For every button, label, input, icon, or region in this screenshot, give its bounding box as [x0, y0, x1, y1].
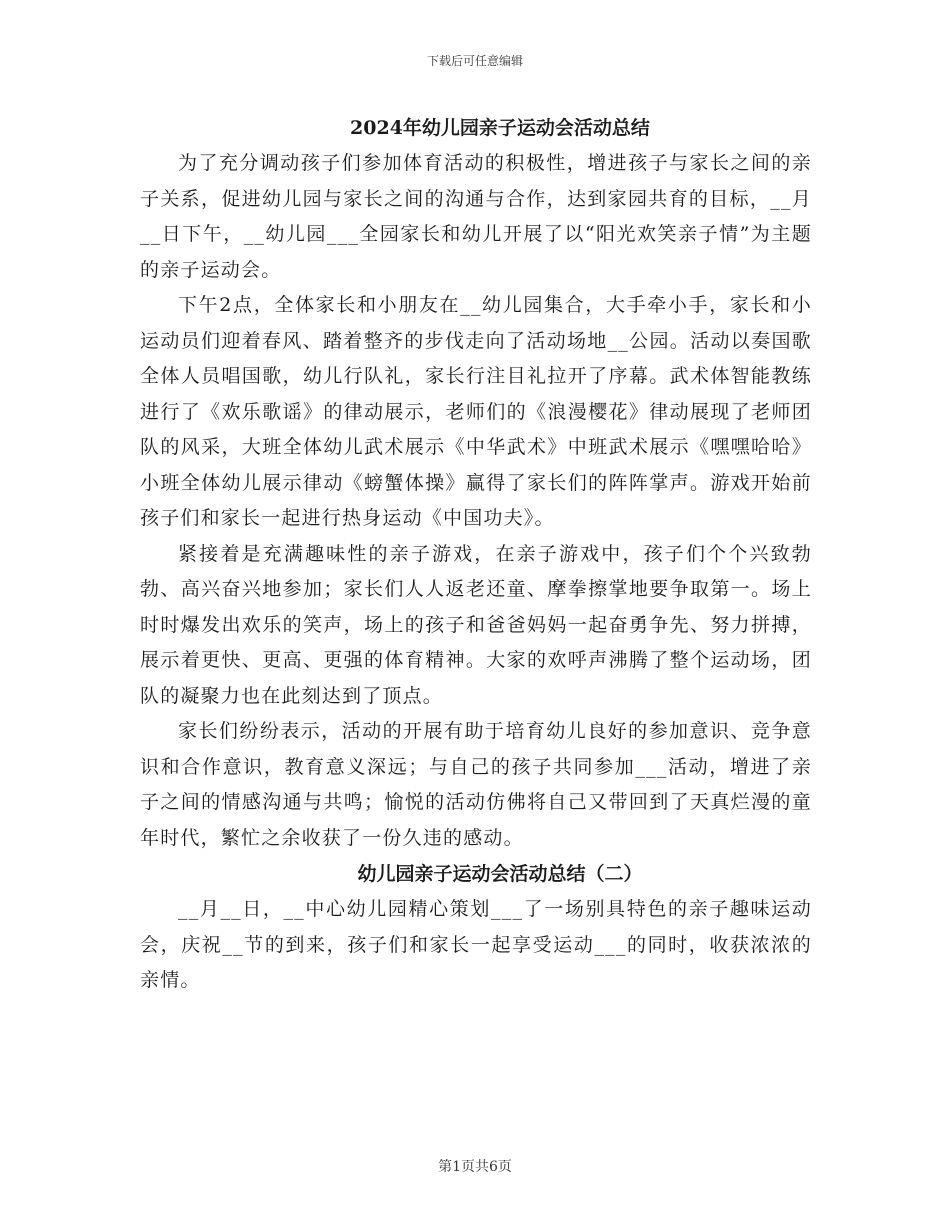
page-footer-page-number: 第1页共6页: [438, 1159, 512, 1175]
paragraph-parent-feedback: 家长们纷纷表示，活动的开展有助于培育幼儿良好的参加意识、竞争意识和合作意识，教育意义深远；与自己的孩子共同参加___活动，增进了亲子之间的情感沟通与共鸣；愉悦的活动仿佛将自己又带回到了天真烂漫的童年时代，繁忙之余收获了一份久违的感动。: [140, 720, 812, 849]
document-title: 2024年幼儿园亲子运动会活动总结: [350, 117, 650, 139]
paragraph-opening-ceremony: 下午2点，全体家长和小朋友在__幼儿园集合，大手牵小手，家长和小运动员们迎着春风、踏着整齐的步伐走向了活动场地__公园。活动以奏国歌全体人员唱国歌，幼儿行队礼，家长行注目礼拉开了序幕。武术体智能教练进行了《欢乐歌谣》的律动展示，老师们的《浪漫樱花》律动展现了老师团队的风采，大班全体幼儿武术展示《中华武术》中班武术展示《嘿嘿哈哈》小班全体幼儿展示律动《螃蟹体操》赢得了家长们的阵阵掌声。游戏开始前孩子们和家长一起进行热身运动《中国功夫》。: [140, 294, 812, 529]
section-2-title: 幼儿园亲子运动会活动总结（二）: [357, 863, 643, 885]
paragraph-games: 紧接着是充满趣味性的亲子游戏，在亲子游戏中，孩子们个个兴致勃勃、高兴奋兴地参加；家长们人人返老还童、摩拳擦掌地要争取第一。场上时时爆发出欢乐的笑声，场上的孩子和爸爸妈妈一起奋勇争先、努力拼搏，展示着更快、更高、更强的体育精神。大家的欢呼声沸腾了整个运动场，团队的凝聚力也在此刻达到了顶点。: [140, 542, 812, 707]
paragraph-intro: 为了充分调动孩子们参加体育活动的积极性，增进孩子与家长之间的亲子关系，促进幼儿园与家长之间的沟通与合作，达到家园共育的目标，__月__日下午，__幼儿园___全园家长和幼儿开展了以“阳光欢笑亲子情”为主题的亲子运动会。: [140, 152, 812, 281]
document-body: [140, 110, 812, 999]
page-header-note: 下载后可任意编辑: [426, 54, 523, 68]
section-2-paragraph: __月__日，__中心幼儿园精心策划___了一场别具特色的亲子趣味运动会，庆祝__节的到来，孩子们和家长一起享受运动___的同时，收获浓浓的亲情。: [140, 898, 812, 991]
